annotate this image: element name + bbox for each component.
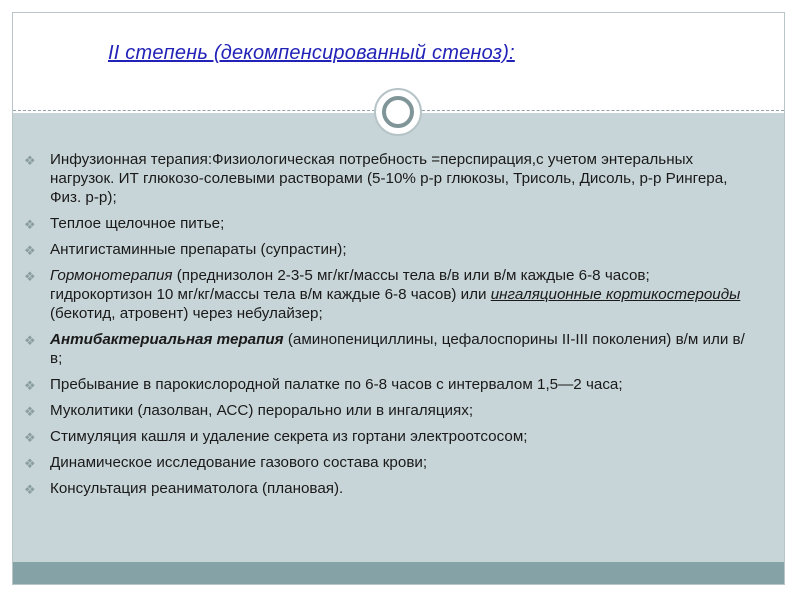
list-item <box>22 266 752 323</box>
item-text: (аминопенициллины, цефалоспорины II-III поколения) в/м или в/в; <box>50 331 745 367</box>
diamond-bullet-icon: ❖ <box>24 217 36 232</box>
item-text: Антигистаминные препараты (супрастин); <box>50 241 347 258</box>
item-text: Динамическое исследование газового состава крови; <box>50 454 428 471</box>
list-item <box>22 427 752 446</box>
item-emphasis-underlined: ингаляционные кортикостероиды <box>490 286 741 303</box>
list-item <box>22 401 752 420</box>
item-text: Пребывание в парокислородной палатке по 6-8 часов с интервалом 1,5—2 часа; <box>50 376 623 393</box>
diamond-bullet-icon: ❖ <box>24 430 36 445</box>
list-item <box>22 330 752 368</box>
ring-ornament-icon <box>374 88 422 136</box>
list-item <box>22 375 752 394</box>
item-emphasis: Антибактериальная терапия <box>50 331 284 348</box>
slide-title: II степень (декомпенсированный стеноз): <box>108 42 515 64</box>
diamond-bullet-icon: ❖ <box>24 243 36 258</box>
item-text: Теплое щелочное питье; <box>50 215 225 232</box>
diamond-bullet-icon: ❖ <box>24 378 36 393</box>
item-emphasis: Гормонотерапия <box>50 267 173 284</box>
diamond-bullet-icon: ❖ <box>24 153 36 168</box>
item-text: (преднизолон 2-3-5 мг/кг/массы тела в/в или в/м каждые 6-8 часов; гидрокортизон 10 мг/кг/массы тела в/м каждые 6-8 часов) или <box>50 267 650 303</box>
list-item <box>22 453 752 472</box>
list-item <box>22 214 752 233</box>
diamond-bullet-icon: ❖ <box>24 482 36 497</box>
list-item <box>22 240 752 259</box>
diamond-bullet-icon: ❖ <box>24 404 36 419</box>
footer-bar <box>13 562 784 584</box>
list-item <box>22 150 752 207</box>
diamond-bullet-icon: ❖ <box>24 269 36 284</box>
item-text: Консультация реаниматолога (плановая). <box>50 480 344 497</box>
ring-inner <box>382 96 414 128</box>
diamond-bullet-icon: ❖ <box>24 333 36 348</box>
item-text: Стимуляция кашля и удаление секрета из гортани электроотсосом; <box>50 428 528 445</box>
list-item <box>22 479 752 498</box>
diamond-bullet-icon: ❖ <box>24 456 36 471</box>
bullet-list <box>22 150 752 505</box>
item-text: Инфузионная терапия:Физиологическая потребность =перспирация,с учетом энтеральных нагрузок. ИТ глюкозо-солевыми растворами (5-10% р-р глюкозы, Трисоль, Дисоль, р-р Рингера, Физ. р-р); <box>50 151 728 206</box>
item-text: Муколитики (лазолван, АСС) перорально или в ингаляциях; <box>50 402 474 419</box>
item-text-tail: (бекотид, атровент) через небулайзер; <box>50 305 323 322</box>
